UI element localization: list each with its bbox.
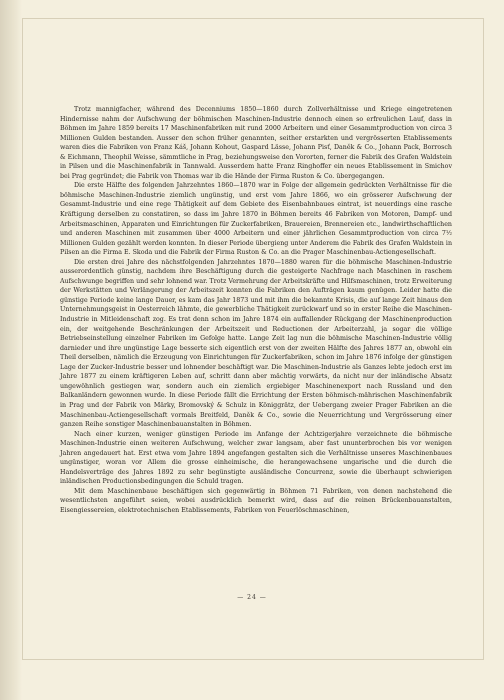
page-number: — 24 — [237, 594, 267, 601]
paragraph: Die ersten drei Jahre des nächstfolgenden Jahrzehntes 1870—1880 waren für die böhmische Maschinen-Industrie ausserordentlich günstig, nachdem ihre Beschäftigung durch die gesteigerte Nachfrage nach Maschinen in raschem Aufschwunge begriffen und sehr lohnend war. Trotz Vermehrung der Arbeitskräfte und Hilfsmaschinen, trotz Erweiterung der Werkstätten und Verlängerung der Arbeitszeit konnten die Fabriken den Aufträgen kaum genügen. Leider hatte die günstige Periode keine lange Dauer, es kam das Jahr 1873 und mit ihm die bekannte Krisis, die auf lange Zeit hinaus den Unternehmungsgeist in Oesterreich lähmte, die gewerbliche Thätigkeit zurückwarf und so in erster Reihe die Maschinen-Industrie in Mitleidenschaft zog. Es trat denn schon im Jahre 1874 ein auffallender Rückgang der Maschinenproduction ein, der weitgehende Beschränkungen der Arbeitszeit und Reductionen der Arbeiterzahl, ja sogar die völlige Betriebseinstellung einzelner Fabriken im Gefolge hatte. Lange Zeit lag nun die böhmische Maschinen-Industrie völlig darnieder und ihre ungünstige Lage besserte sich eigentlich erst von der zweiten Hälfte des Jahres 1877 an, obwohl ein Theil derselben, nämlich die Erzeugung von Einrichtungen für Zuckerfabriken, schon im Jahre 1876 infolge der günstigen Lage der Zucker-Industrie besser und lohnender beschäftigt war. Die Maschinen-Industrie als Ganzes lebte jedoch erst im Jahre 1877 zu einem kräftigeren Leben auf, schritt dann aber mächtig vorwärts, da nicht nur der inländische Absatz ungewöhnlich gestiegen war, sondern auch ein ziemlich ergiebiger Maschinenexport nach Russland und den Balkanländern gewonnen wurde. In diese Periode fällt die Errichtung der Ersten böhmisch-mährischen Maschinenfabrik in Prag und der Fabrik von Märky, Bromovský & Schulz in Königgrätz, der Uebergang zweier Prager Fabriken an die Maschinenbau-Actiengesellschaft vormals Breitfeld, Daněk & Co., sowie die Neuerrichtung und Vergrösserung einer ganzen Reihe sonstiger Maschinenbauanstalten in Böhmen. [60, 258, 452, 429]
paragraph: Die erste Hälfte des folgenden Jahrzehntes 1860—1870 war in Folge der allgemein gedrückten Verhältnisse für die böhmische Maschinen-Industrie ziemlich ungünstig, und erst vom Jahre 1866, wo ein grösserer Aufschwung der Gesammt-Industrie und eine rege Thätigkeit auf dem Gebiete des Eisenbahnbaues eintrat, ist neuerdings eine rasche Kräftigung derselben zu constatiren, so dass im Jahre 1870 in Böhmen bereits 46 Fabriken von Motoren, Dampf- und Arbeitsmaschinen, Apparaten und Einrichtungen für Zuckerfabriken, Brauereien, Brennereien etc., landwirthschaftlichen und anderen Maschinen mit zusammen über 4000 Arbeitern und einer jährlichen Gesammtproduction von circa 7½ Millionen Gulden gezählt werden konnten. In dieser Periode übergieng unter Anderem die Fabrik des Grafen Waldstein in Pilsen an die Firma E. Skoda und die Fabrik der Firma Ruston & Co. an die Prager Maschinenbau-Actiengesellschaft. [60, 182, 452, 257]
paragraph: Nach einer kurzen, weniger günstigen Periode im Anfange der Achtzigerjahre verzeichnete die böhmische Maschinen-Industrie einen weiteren Aufschwung, welcher zwar langsam, aber fast ununterbrochen bis vor wenigen Jahren angedauert hat. Erst etwa vom Jahre 1894 angefangen gestalten sich die Verhältnisse unseres Maschinenbaues ungünstiger, woran vor Allem die grosse einheimische, die herangewachsene ungarische und die durch die Handelsverträge des Jahres 1892 zu sehr begünstigte ausländische Concurrenz, sowie die überhaupt schwierigen inländischen Productionsbedingungen die Schuld tragen. [60, 430, 452, 486]
body-text [60, 105, 452, 516]
paragraph: Trotz mannigfacher, während des Decenniums 1850—1860 durch Zollverhältnisse und Kriege eingetretenen Hindernisse nahm der Aufschwung der böhmischen Maschinen-Industrie dennoch einen so erfreulichen Lauf, dass in Böhmen im Jahre 1859 bereits 17 Maschinenfabriken mit rund 2000 Arbeitern und einer Gesammtproduction von circa 3 Millionen Gulden bestanden. Ausser den schon früher genannten, seither erstarkten und vergrösserten Etablissements waren dies die Fabriken von Franz Káš, Johann Kohout, Gaspard Lässe, Johann Pisť, Daněk & Co., Johann Pack, Borrosch & Eichmann, Theophil Weisse, sämmtliche in Prag, beziehungsweise den Vororten, ferner die Fabrik des Grafen Waldstein in Pilsen und die Maschinenfabrik in Tannwald. Ausserdem hatte Franz Ringhoffer ein neues Etablissement in Smichov bei Prag gegründet; die Fabrik von Thomas war ib die Hände der Firma Ruston & Co. übergegangen. [60, 106, 452, 180]
paragraph: Mit dem Maschinenbaue beschäftigen sich gegenwärtig in Böhmen 71 Fabriken, von denen nachstehend die wesentlichsten angeführt seien, wobei ausdrücklich bemerkt wird, dass auf die reinen Brückenbauanstalten, Eisengiessereien, elektrotechnischen Etablissements, Fabriken von Feuerlöschmaschinen, [60, 487, 452, 514]
